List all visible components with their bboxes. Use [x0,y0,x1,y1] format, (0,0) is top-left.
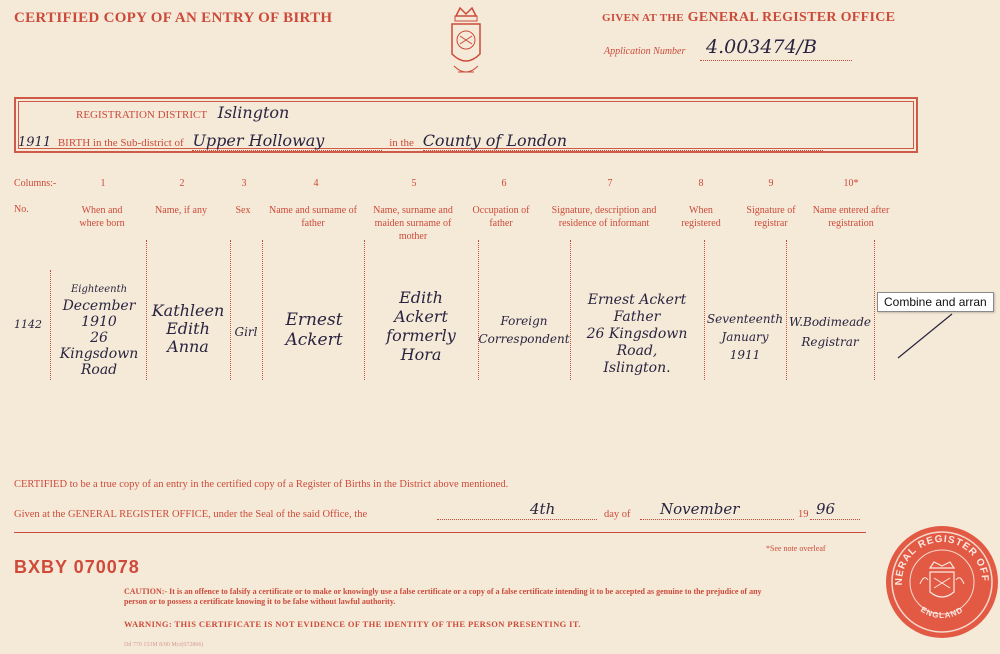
application-number-value: 4.003474/B [706,36,818,58]
column-number: 9 [768,178,774,189]
entry-child-name [146,302,230,356]
column-number: 3 [241,178,247,189]
general-register-office-seal [884,524,1000,640]
registration-district-value: Islington [217,103,290,122]
column-header: Signature, description and residence of informant [551,205,657,229]
column-header: Name, surname and maiden surname of mother [373,205,453,242]
caution-text: CAUTION:- It is an offence to falsify a certificate or to make or knowingly use a false certificate or a copy of a false certificate intending it to be accepted as genuine to the prejudice of any person or to possess a certificate knowing it to be false without lawful authority. [124,587,762,606]
entry-registrar [786,312,874,352]
office-title-main: GENERAL REGISTER OFFICE [687,10,896,25]
divider [14,532,866,533]
column-number: 4 [313,178,319,189]
certification-month: November [660,500,740,518]
entry-line: 26 Kingsdown [586,326,688,342]
application-number-line [700,60,852,61]
tooltip: Combine and arran [877,292,994,312]
entry-line: Anna [167,337,209,356]
warning-text: WARNING: THIS CERTIFICATE IS NOT EVIDENCE OF THE IDENTITY OF THE PERSON PRESENTING IT. [124,619,581,629]
column-header: Sex [235,205,251,216]
entry-line: January [721,330,769,344]
entry-line: 1911 [729,348,761,362]
column-header: When registered [681,205,721,229]
subdistrict-row [18,131,823,151]
column-header: When and where born [79,205,125,229]
application-number-label: Application Number [604,46,686,57]
month-dots [640,519,794,520]
entry-sex: Girl [234,325,258,339]
entry-line: Hora [400,345,442,364]
column-header: Name entered after registration [812,205,890,229]
registration-district-row [76,103,289,122]
year-prefix: 19 [798,509,809,520]
given-at-label: Given at the GENERAL REGISTER OFFICE, under the Seal of the said Office, the [14,509,368,520]
column-number: 5 [411,178,417,189]
column-number: 1 [100,178,106,189]
day-dots [437,519,597,520]
column-header: Name, if any [155,205,207,216]
registration-district-label: REGISTRATION DISTRICT [76,109,207,121]
entry-line: December [62,298,136,314]
royal-crest-icon [446,6,486,84]
certification-given-row [14,509,367,520]
serial-number: BXBY 070078 [14,557,140,577]
column-divider [786,240,787,380]
entry-line: Ernest [285,310,343,330]
no-label: No. [14,204,29,215]
columns-label: Columns:- [14,178,57,189]
entry-line: W.Bodimeade [788,315,872,329]
birth-label: BIRTH in the Sub-district of [57,137,184,149]
entry-number: 1142 [14,318,42,331]
in-the-label: in the [389,137,414,149]
entry-occupation [478,312,570,348]
entry-line: Correspondent [478,332,570,346]
entry-line: Eighteenth [70,284,128,295]
footer-code: Dd 770 153M 8/00 Mcr(072866) [124,642,204,648]
column-number: 6 [501,178,507,189]
entry-line: Seventeenth [706,312,784,326]
office-title-prefix: GIVEN AT THE [602,12,684,24]
entry-line: Road [80,362,118,378]
entry-line: formerly [386,326,456,345]
entry-when-registered [704,310,786,364]
entry-line: Edith [399,288,443,307]
column-number: 7 [607,178,613,189]
entry-line: Foreign [500,314,548,328]
entry-line: 1910 [81,314,117,330]
year-dots [810,519,860,520]
column-divider [230,240,231,380]
strike-line [896,310,956,365]
certification-day: 4th [530,500,556,518]
column-header: Signature of registrar [746,205,796,229]
county-value: County of London [423,131,823,151]
seal-text: NERAL REGISTER OFF [893,533,991,586]
entry-line: Edith [166,319,210,338]
entry-line: Road, [616,343,658,359]
office-title [602,10,895,26]
entry-line: Kathleen [151,301,225,320]
entry-father [264,310,364,350]
entry-line: Ernest Ackert [587,292,687,308]
see-note: *See note overleaf [766,544,826,553]
certificate-title: CERTIFIED COPY OF AN ENTRY OF BIRTH [14,10,333,26]
certification-statement: CERTIFIED to be a true copy of an entry in the certified copy of a Register of Births in the District above mentioned. [14,479,509,490]
entry-line: 26 Kingsdown [59,330,139,362]
subdistrict-value: Upper Holloway [192,131,382,151]
entry-line: Islington. [603,360,671,376]
column-number: 8 [698,178,704,189]
registration-year: 1911 [18,135,52,150]
column-divider [262,240,263,380]
entry-line: Registrar [801,335,859,349]
column-divider [478,240,479,380]
column-header: Name and surname of father [268,205,358,229]
entry-line: Father [613,309,661,325]
certification-year: 96 [816,500,836,518]
entry-line: Ackert [394,307,448,326]
column-divider [874,240,875,380]
column-header: Occupation of father [472,205,530,229]
seal-bottom-text: ENGLAND [919,604,965,621]
entry-when-where [50,282,148,378]
column-number: 10* [843,178,859,189]
entry-mother [364,288,478,364]
day-of-label: day of [604,509,631,520]
entry-informant [570,292,704,377]
column-number: 2 [179,178,185,189]
entry-line: Ackert [285,330,343,350]
